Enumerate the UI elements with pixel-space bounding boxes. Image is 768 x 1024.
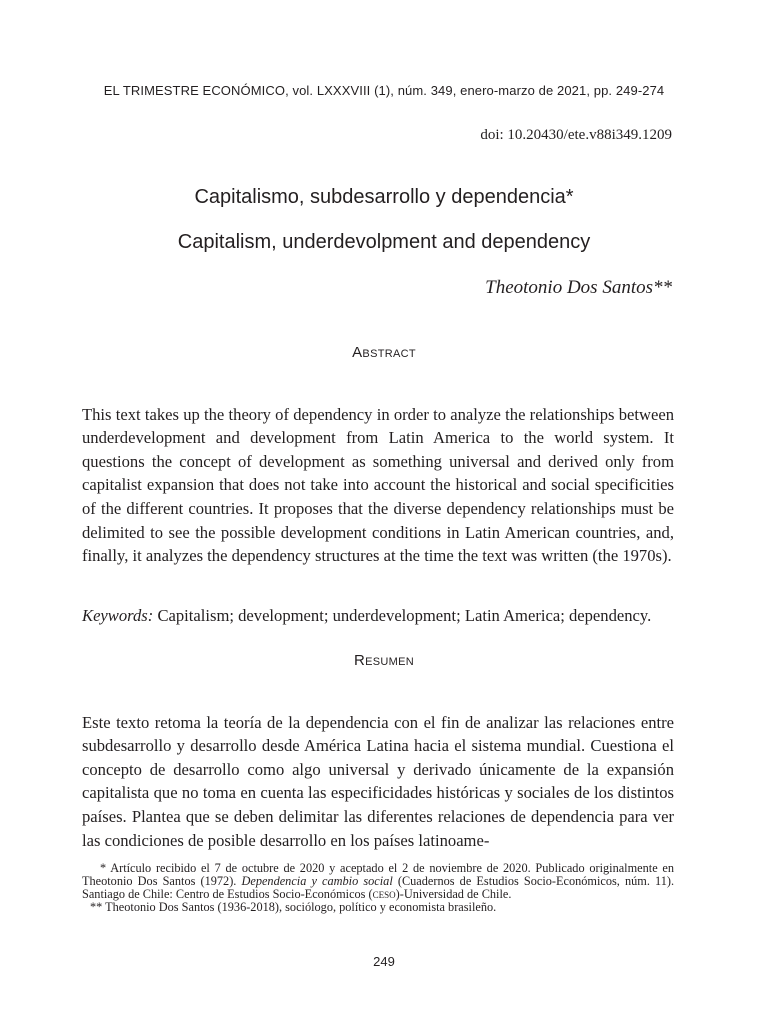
- title-spanish: Capitalismo, subdesarrollo y dependencia*: [194, 186, 574, 208]
- footnotes: [82, 862, 674, 914]
- keywords: [82, 604, 674, 628]
- footnote-1-acronym: ceso: [372, 887, 396, 901]
- footnote-1: [82, 862, 674, 901]
- doi[interactable]: doi: 10.20430/ete.v88i349.1209: [480, 127, 672, 143]
- footnote-1-text-cont: (Cuadernos de Estudios Socio-Económicos, núm. 11). Santiago de Chile: Centro de Estudios Socio-Económicos (: [82, 874, 675, 901]
- resumen-heading: Resumen: [354, 652, 414, 669]
- title-english: Capitalism, underdevolpment and dependency: [177, 231, 591, 253]
- journal-citation: EL TRIMESTRE ECONÓMICO, vol. LXXXVIII (1), núm. 349, enero-marzo de 2021, pp. 249-274: [103, 83, 665, 98]
- keywords-list: Capitalism; development; underdevelopment; Latin America; dependency.: [157, 605, 652, 625]
- footnote-2: ** Theotonio Dos Santos (1936-2018), sociólogo, político y economista brasileño.: [90, 900, 497, 914]
- footnote-1-text-end: )-Universidad de Chile.: [395, 887, 512, 901]
- resumen-body: Este texto retoma la teoría de la dependencia con el fin de analizar las relaciones entre subdesarrollo y desarrollo desde América Latina hacia el sistema mundial. Cuestiona el concepto de desarrollo como algo universal y derivado únicamente de la expansión capitalista que no toma en cuenta las especificidades históricas y sociales de los distintos países. Plantea que se deben delimitar las diferentes relaciones de dependencia para ver las condiciones de posible desarrollo en los países latinoame-: [82, 712, 674, 850]
- author-name: Theotonio Dos Santos**: [485, 277, 672, 298]
- abstract-body: This text takes up the theory of dependency in order to analyze the relationships between underdevelopment and development from Latin America to the world system. It questions the concept of development as something universal and derived only from capitalist expansion that does not take into account the historical and social specificities of the different countries. It proposes that the diverse dependency relationships must be delimited to see the possible development conditions in Latin American countries, and, finally, it analyzes the dependency structures at the time the text was written (the 1970s).: [82, 404, 674, 566]
- keywords-label: Keywords:: [82, 605, 154, 625]
- footnote-1-text: * Artículo recibido el 7 de octubre de 2020 y aceptado el 2 de noviembre de 2020. Publicado originalmente en Theotonio Dos Santos (1972).: [82, 861, 674, 888]
- page-number: 249: [373, 954, 395, 969]
- abstract-heading: Abstract: [352, 344, 416, 361]
- footnote-1-book-title: Dependencia y cambio social: [241, 874, 393, 888]
